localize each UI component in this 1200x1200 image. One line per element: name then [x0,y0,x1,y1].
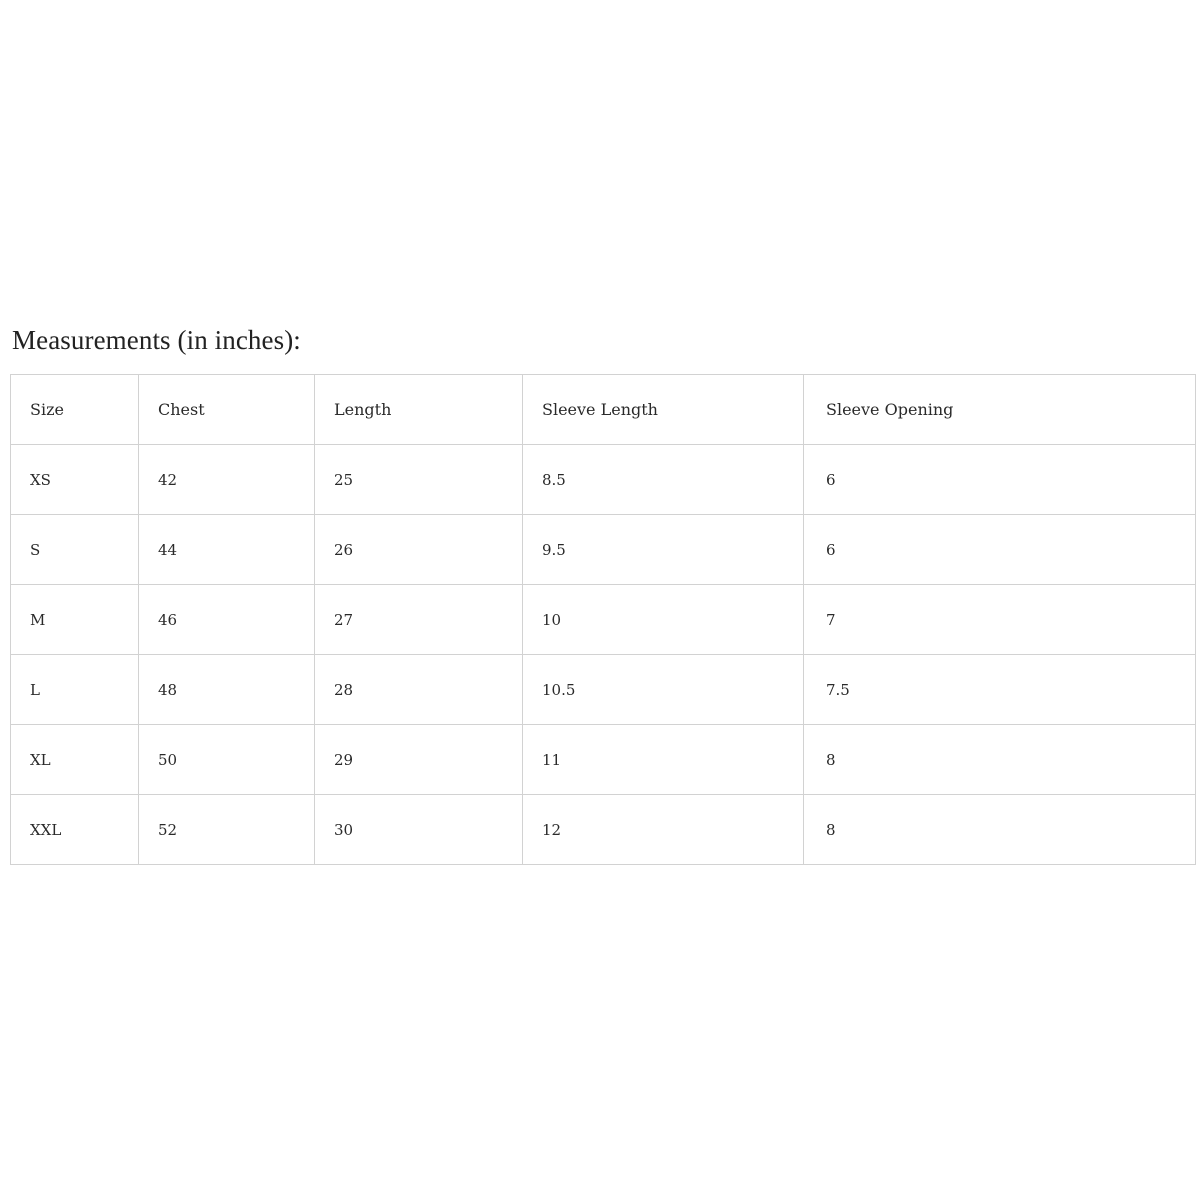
cell-chest: 46 [139,585,315,655]
cell-sleeve-opening: 8 [804,795,1196,865]
cell-sleeve-length: 8.5 [523,445,804,515]
header-sleeve-opening: Sleeve Opening [804,375,1196,445]
cell-sleeve-length: 10.5 [523,655,804,725]
cell-sleeve-length: 12 [523,795,804,865]
cell-length: 26 [315,515,523,585]
table-row [11,655,1196,725]
cell-sleeve-opening: 7.5 [804,655,1196,725]
cell-sleeve-length: 10 [523,585,804,655]
cell-length: 30 [315,795,523,865]
table-row [11,795,1196,865]
header-size: Size [11,375,139,445]
cell-sleeve-opening: 6 [804,515,1196,585]
cell-sleeve-length: 9.5 [523,515,804,585]
cell-sleeve-opening: 7 [804,585,1196,655]
cell-length: 28 [315,655,523,725]
cell-sleeve-length: 11 [523,725,804,795]
cell-size: S [11,515,139,585]
cell-size: XS [11,445,139,515]
cell-sleeve-opening: 8 [804,725,1196,795]
cell-length: 29 [315,725,523,795]
cell-size: XXL [11,795,139,865]
header-length: Length [315,375,523,445]
cell-chest: 42 [139,445,315,515]
cell-size: XL [11,725,139,795]
cell-size: M [11,585,139,655]
cell-length: 27 [315,585,523,655]
cell-chest: 48 [139,655,315,725]
table-row [11,515,1196,585]
cell-chest: 44 [139,515,315,585]
header-chest: Chest [139,375,315,445]
cell-chest: 52 [139,795,315,865]
table-row [11,725,1196,795]
cell-size: L [11,655,139,725]
header-sleeve-length: Sleeve Length [523,375,804,445]
table-row [11,585,1196,655]
table-row [11,445,1196,515]
cell-chest: 50 [139,725,315,795]
cell-sleeve-opening: 6 [804,445,1196,515]
cell-length: 25 [315,445,523,515]
measurements-heading: Measurements (in inches): [12,325,301,355]
table-header-row [11,375,1196,445]
size-chart-table [10,374,1196,865]
